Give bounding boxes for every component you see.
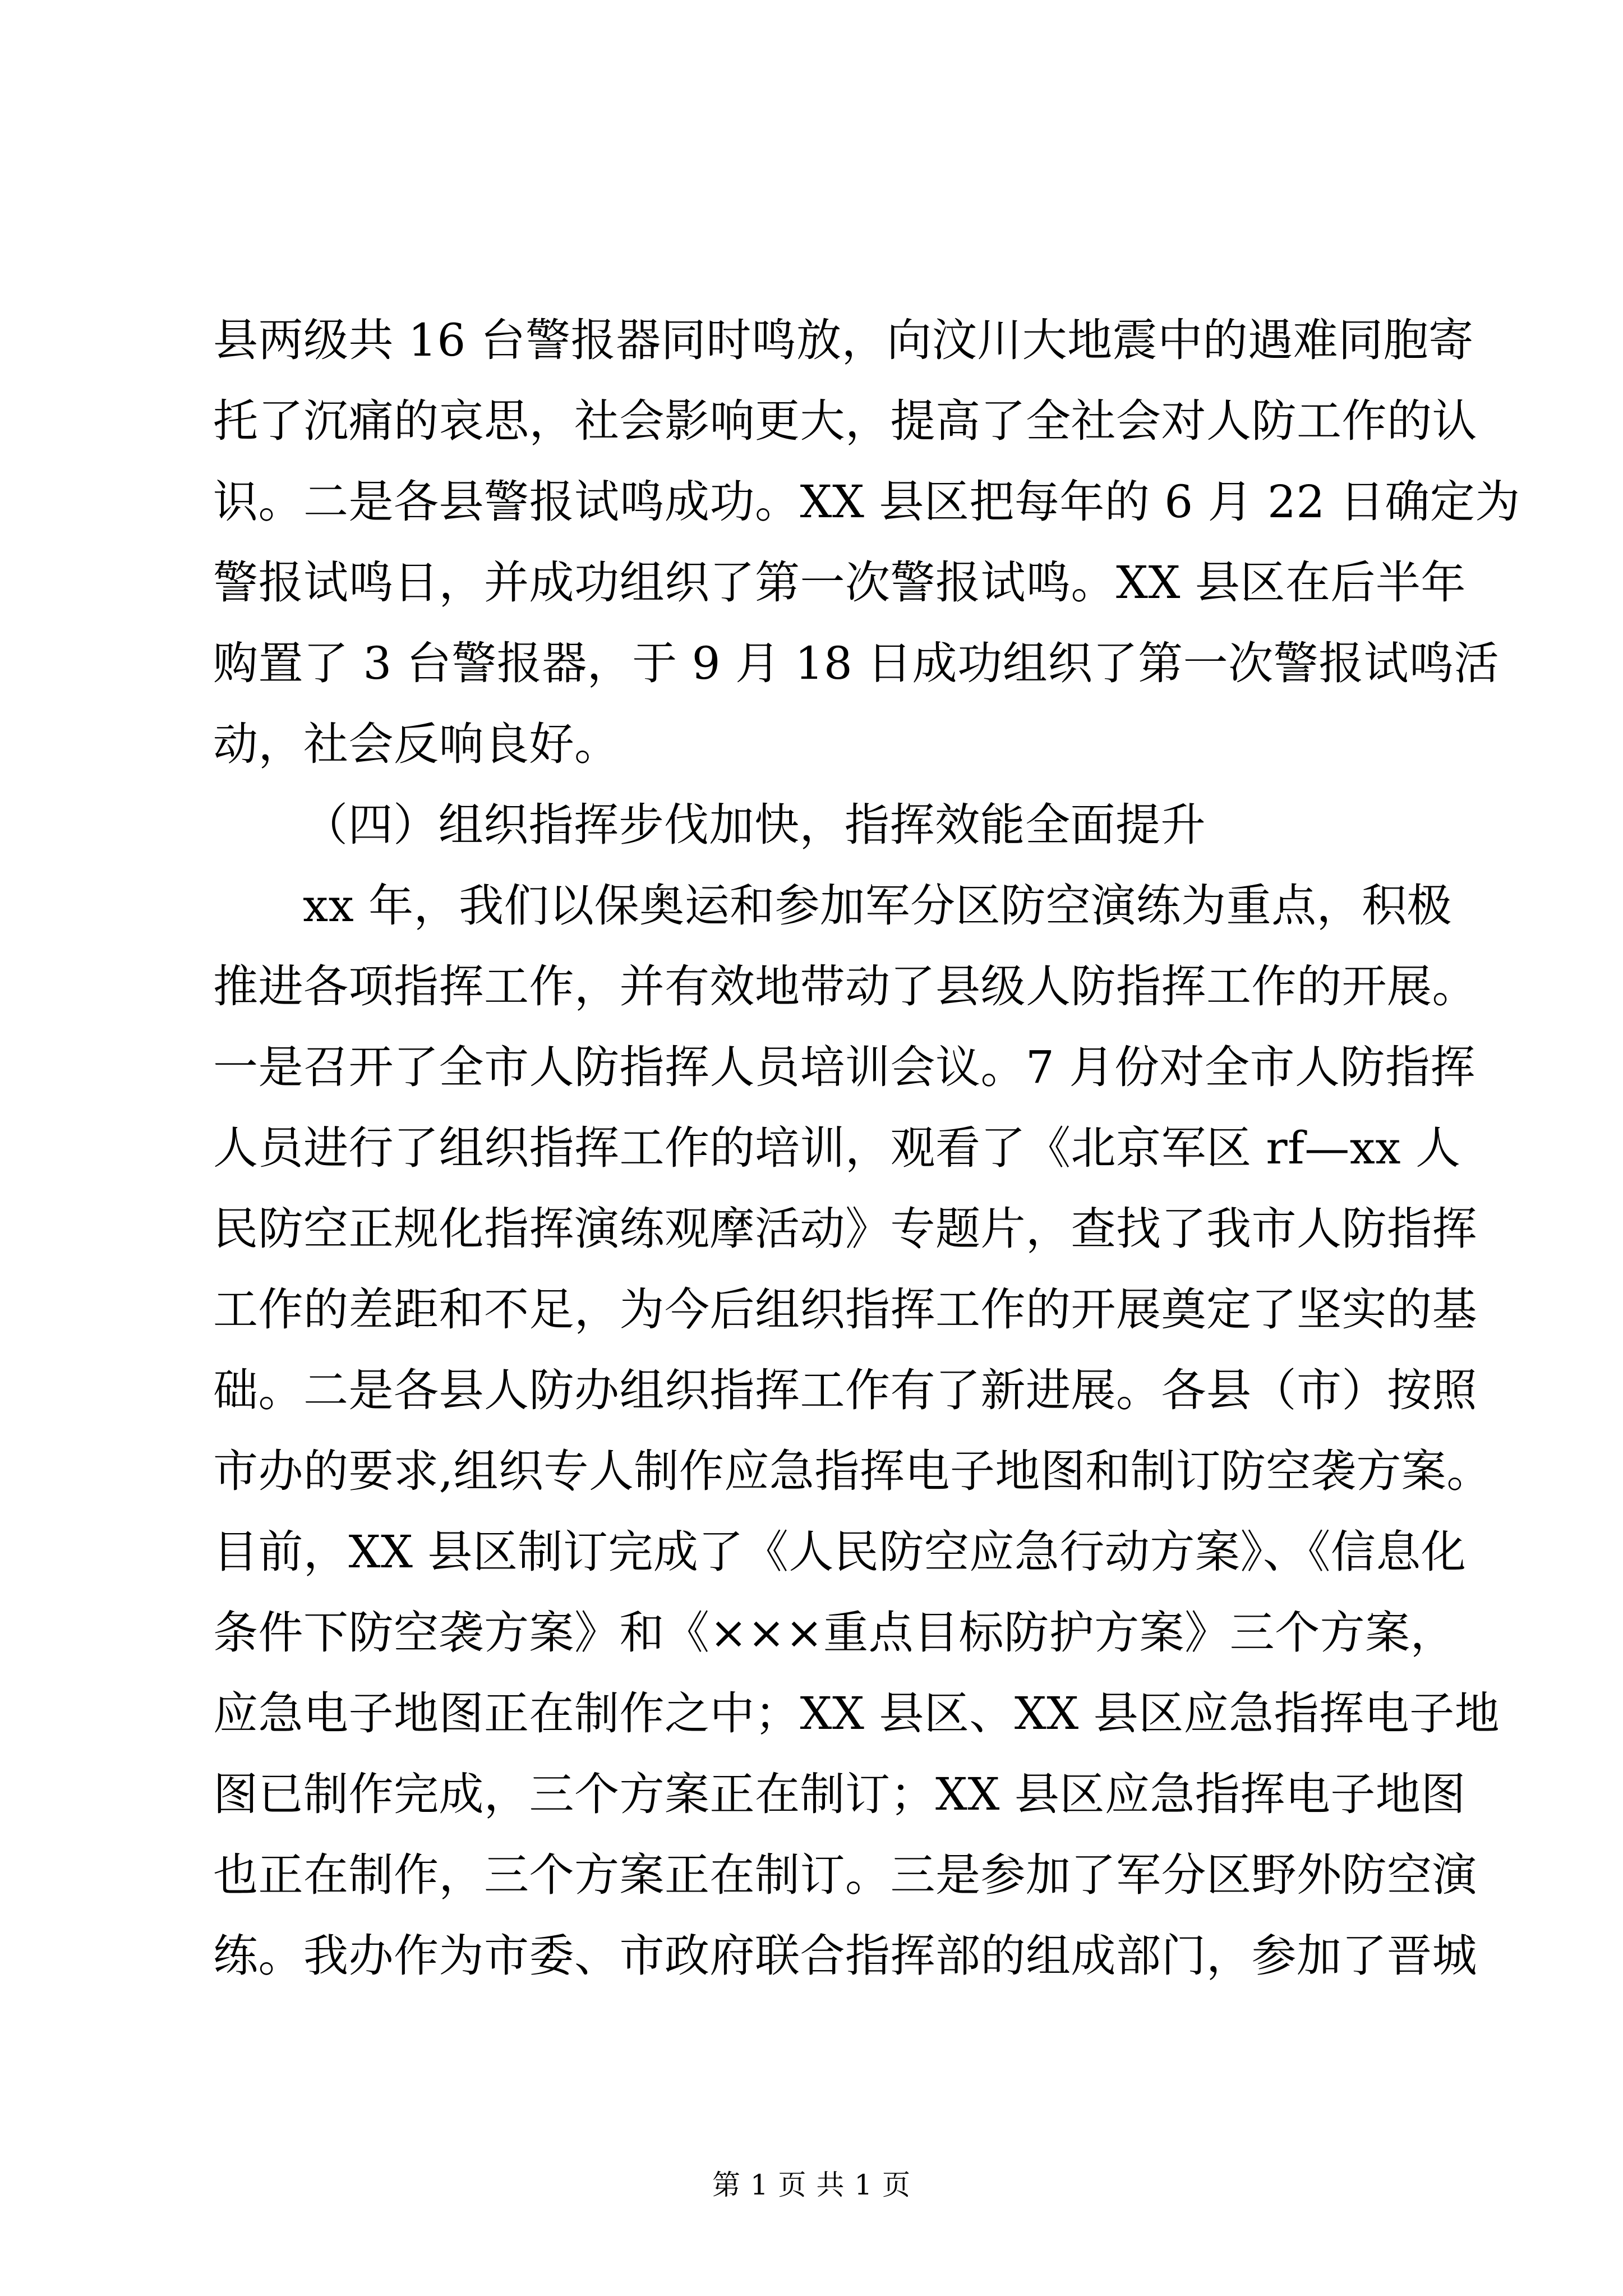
text-line: 县两级共 16 台警报器同时鸣放，向汶川大地震中的遇难同胞寄 <box>213 314 1474 366</box>
text-line: 识。二是各县警报试鸣成功。XX 县区把每年的 6 月 22 日确定为 <box>213 476 1520 528</box>
text-line: 推进各项指挥工作，并有效地带动了县级人防指挥工作的开展。 <box>213 960 1477 1013</box>
text-line: 图已制作完成，三个方案正在制订；XX 县区应急指挥电子地图 <box>213 1768 1466 1820</box>
text-line: xx 年，我们以保奥运和参加军分区防空演练为重点，积极 <box>303 880 1453 932</box>
text-line: 购置了 3 台警报器，于 9 月 18 日成功组织了第一次警报试鸣活 <box>213 637 1500 689</box>
text-line: 民防空正规化指挥演练观摩活动》专题片，查找了我市人防指挥 <box>213 1203 1477 1255</box>
text-line: 也正在制作，三个方案正在制订。三是参加了军分区野外防空演 <box>213 1849 1477 1901</box>
text-line: 练。我办作为市委、市政府联合指挥部的组成部门，参加了晋城 <box>213 1930 1477 1982</box>
section-heading: （四）组织指挥步伐加快，指挥效能全面提升 <box>303 799 1206 851</box>
text-line: 条件下防空袭方案》和《×××重点目标防护方案》三个方案， <box>213 1607 1456 1659</box>
page-footer: 第 1 页 共 1 页 <box>712 2169 911 2201</box>
text-line: 一是召开了全市人防指挥人员培训会议。7 月份对全市人防指挥 <box>213 1041 1476 1093</box>
text-line: 托了沉痛的哀思，社会影响更大，提高了全社会对人防工作的认 <box>213 395 1477 447</box>
text-line: 动，社会反响良好。 <box>213 718 620 770</box>
text-line: 警报试鸣日，并成功组织了第一次警报试鸣。XX 县区在后半年 <box>213 556 1466 609</box>
text-line: 市办的要求,组织专人制作应急指挥电子地图和制订防空袭方案。 <box>213 1445 1492 1497</box>
text-line: 础。二是各县人防办组织指挥工作有了新进展。各县（市）按照 <box>213 1364 1477 1416</box>
text-line: 人员进行了组织指挥工作的培训，观看了《北京军区 rf—xx 人 <box>213 1122 1461 1174</box>
document-body <box>213 300 1520 1996</box>
text-line: 工作的差距和不足，为今后组织指挥工作的开展奠定了坚实的基 <box>213 1283 1477 1336</box>
text-line: 应急电子地图正在制作之中；XX 县区、XX 县区应急指挥电子地 <box>213 1687 1500 1740</box>
text-line: 目前，XX 县区制订完成了《人民防空应急行动方案》、《信息化 <box>213 1526 1467 1578</box>
